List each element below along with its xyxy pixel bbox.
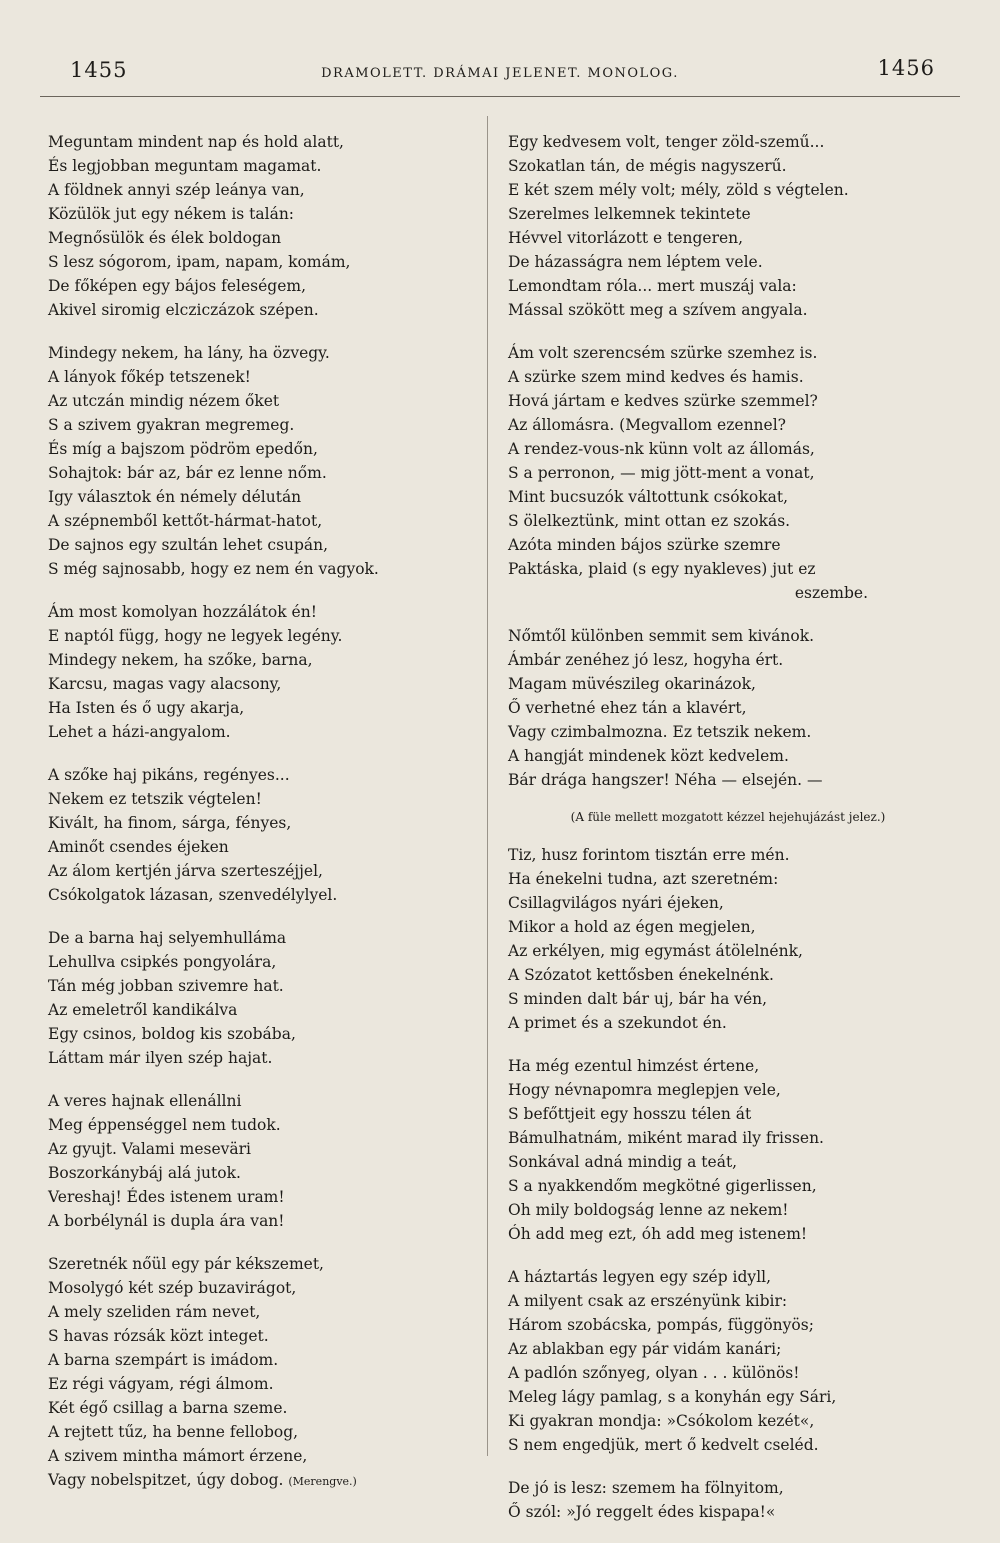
verse-line: S befőttjeit egy hosszu télen át [508,1105,752,1123]
verse-line: Hévvel vitorlázott e tengeren, [508,229,744,247]
verse-line: A hangját mindenek közt kedvelem. [508,747,789,765]
verse-line: Ha még ezentul himzést értene, [508,1057,760,1075]
verse-line: De a barna haj selyemhullámа [48,929,287,947]
stanza [508,1265,938,1457]
verse-line: Ám volt szerencsém szürke szemhez is. [508,344,818,362]
verse-line: E két szem mély volt; mély, zöld s végtelen. [508,181,849,199]
verse-line: S lesz sógorom, ipam, napam, komám, [48,253,351,271]
verse-line: S a perronon, — mig jött-ment a vonat, [508,464,815,482]
stanza [48,926,468,1070]
verse-line: Az utczán mindig nézem őket [48,392,280,410]
verse-line: Aminőt csendes éjeken [48,838,229,856]
column-divider [487,116,488,1456]
verse-line: De sajnos egy szultán lehet csupán, [48,536,329,554]
verse-line: Az emeletről kandikálva [48,1001,238,1019]
stanza [508,624,938,792]
verse-line: Egy csinos, boldog kis szobába, [48,1025,296,1043]
stanza [508,843,938,1035]
verse-line: A lányok főkép tetszenek! [48,368,251,386]
verse-line: Mással szökött meg a szívem angyala. [508,301,808,319]
verse-line: Ez régi vágyam, régi álmom. [48,1375,274,1393]
verse-line: Láttam már ilyen szép hajat. [48,1049,273,1067]
stanza [48,341,468,581]
verse-text: Vagy nobelspitzet, úgy dobog. [48,1471,284,1489]
verse-line: S a szivem gyakran megremeg. [48,416,295,434]
verse-line: De házasságra nem léptem vele. [508,253,763,271]
verse-line: Három szobácska, pompás, függönyös; [508,1316,814,1334]
verse-line: Ám most komolyan hozzálátok én! [48,603,317,621]
verse-line: Meg éppenséggel nem tudok. [48,1116,281,1134]
verse-line: Szerelmes lelkemnek tekintete [508,205,751,223]
verse-line: Mosolygó két szép buzavirágot, [48,1279,297,1297]
verse-line: Tán még jobban szivemre hat. [48,977,284,995]
verse-line: A padlón szőnyeg, olyan . . . különös! [508,1364,800,1382]
verse-line: Megnősülök és élek boldogan [48,229,282,247]
page-number-left: 1455 [70,58,128,82]
verse-line: Ha énekelni tudna, azt szeretném: [508,870,779,888]
verse-line: Ki gyakran mondja: »Csókolom kezét«, [508,1412,815,1430]
verse-line: Ő szól: »Jó reggelt édes kispapa!« [508,1503,776,1521]
verse-line-continuation: eszembe. [794,584,868,602]
verse-line: A szépnemből kettőt-hármat-hatot, [48,512,323,530]
verse-line: Bámulhatnám, miként marad ily frissen. [508,1129,824,1147]
verse-line: Mikor a hold az égen megjelen, [508,918,756,936]
stanza [48,1252,468,1494]
verse-line: A primet és a szekundot én. [508,1014,727,1032]
page-number-right: 1456 [877,56,935,80]
stanza [508,1054,938,1246]
verse-line: Lemondtam róla... mert muszáj vala: [508,277,797,295]
verse-line: Tiz, husz forintom tisztán erre mén. [508,846,790,864]
verse-line: Ámbár zenéhez jó lesz, hogyha ért. [508,651,784,669]
verse-line: Nekem ez tetszik végtelen! [48,790,262,808]
verse-line: A szürke szem mind kedves és hamis. [508,368,804,386]
verse-line: Karcsu, magas vagy alacsony, [48,675,282,693]
verse-line: Nőmtől különben semmit sem kivánok. [508,627,815,645]
verse-line: A borbélynál is dupla ára van! [48,1212,285,1230]
verse-line: A szőke haj pikáns, regényes... [48,766,290,784]
verse-line: Szeretnék nőül egy pár kékszemet, [48,1255,324,1273]
verse-line: A barna szempárt is imádom. [48,1351,279,1369]
verse-line: S nem engedjük, mert ő kedvelt cseléd. [508,1436,819,1454]
verse-line: De jó is lesz: szemem ha fölnyitom, [508,1479,784,1497]
stanza [48,130,468,322]
verse-line: A Szózatot kettősben énekelnénk. [508,966,774,984]
stanza [508,341,938,605]
right-column [508,130,938,1543]
verse-line: Az álom kertjén járva szerteszéjjel, [48,862,323,880]
stanza [48,600,468,744]
verse-line: S havas rózsák közt integet. [48,1327,269,1345]
verse-line: Ő verhetné ehez tán a klavért, [508,699,747,717]
verse-line: S ölelkeztünk, mint ottan ez szokás. [508,512,791,530]
verse-line: Az állomásra. (Megvallom ezennel? [508,416,786,434]
verse-line: Lehullva csipkés pongyolára, [48,953,277,971]
verse-line: Kivált, ha finom, sárga, fényes, [48,814,292,832]
verse-line: A milyent csak az erszényünk kibir: [508,1292,788,1310]
stanza [508,1476,938,1524]
verse-line: Egy kedvesem volt, tenger zöld-szemű... [508,133,825,151]
verse-line: Boszorkánybáj alá jutok. [48,1164,241,1182]
verse-line: Közülök jut egy nékem is talán: [48,205,295,223]
verse-line: Csókolgatok lázasan, szenvedélylyel. [48,886,338,904]
stage-note: (Merengve.) [288,1475,357,1488]
verse-line: Bár drága hangszer! Néha — elsején. — [508,771,823,789]
verse-line: Meguntam mindent nap és hold alatt, [48,133,344,151]
stanza [508,130,938,322]
verse-line: És legjobban meguntam magamat. [48,157,322,175]
verse-line: Csillagvilágos nyári éjeken, [508,894,724,912]
stanza [48,763,468,907]
verse-line: S a nyakkendőm megkötné gigerlissen, [508,1177,817,1195]
verse-line: A szivem mintha mámort érzene, [48,1447,308,1465]
stage-direction: (A füle mellett mozgatott kézzel hejehujázást jelez.) [570,810,886,824]
verse-line: Vereshaj! Édes istenem uram! [48,1188,285,1206]
verse-line [48,1468,468,1494]
verse-line: Lehet a házi-angyalom. [48,723,231,741]
verse-line: Hová jártam e kedves szürke szemmel? [508,392,818,410]
verse-line: Az erkélyen, mig egymást átölelnénk, [508,942,803,960]
verse-line: De főképen egy bájos feleségem, [48,277,307,295]
verse-line: És míg a bajszom pödröm epedőn, [48,440,318,458]
verse-line: S még sajnosabb, hogy ez nem én vagyok. [48,560,379,578]
verse-line: Szokatlan tán, de mégis nagyszerű. [508,157,787,175]
verse-line: Két égő csillag a barna szeme. [48,1399,288,1417]
verse-line: A veres hajnak ellenállni [48,1092,242,1110]
verse-line: Mindegy nekem, ha lány, ha özvegy. [48,344,330,362]
verse-line: A háztartás legyen egy szép idyll, [508,1268,772,1286]
verse-line: A rejtett tűz, ha benne fellobog, [48,1423,299,1441]
verse-line: Mint bucsuzók váltottunk csókokat, [508,488,789,506]
verse-line: Mindegy nekem, ha szőke, barna, [48,651,313,669]
stanza [48,1089,468,1233]
verse-line: A rendez-vous-nk künn volt az állomás, [508,440,815,458]
verse-line: Akivel siromig elcziczázok szépen. [48,301,319,319]
verse-line: Óh add meg ezt, óh add meg istenem! [508,1225,808,1243]
verse-line: Paktáska, plaid (s egy nyakleves) jut ez [508,560,816,578]
verse-line: A mely szeliden rám nevet, [48,1303,261,1321]
verse-line: Magam müvészileg okarinázok, [508,675,756,693]
verse-line: Az ablakban egy pár vidám kanári; [508,1340,782,1358]
verse-line: S minden dalt bár uj, bár ha vén, [508,990,768,1008]
verse-line: Sonkával adná mindig a teát, [508,1153,738,1171]
verse-line: Ha Isten és ő ugy akarja, [48,699,245,717]
verse-line: E naptól függ, hogy ne legyek legény. [48,627,343,645]
verse-line: Meleg lágy pamlag, s a konyhán egy Sári, [508,1388,837,1406]
page-header [40,56,960,97]
verse-line: Azóta minden bájos szürke szemre [508,536,781,554]
verse-line: A földnek annyi szép leánya van, [48,181,305,199]
verse-line: Az gyujt. Valami meseväri [48,1140,251,1158]
verse-line: Oh mily boldogság lenne az nekem! [508,1201,789,1219]
left-column [48,130,468,1513]
verse-line: Hogy névnapomra meglepjen vele, [508,1081,781,1099]
verse-line: Sohajtok: bár az, bár ez lenne nőm. [48,464,327,482]
running-title: DRAMOLETT. DRÁMAI JELENET. MONOLOG. [321,66,679,81]
verse-line: Vagy czimbalmozna. Ez tetszik nekem. [508,723,812,741]
verse-line: Igy választok én némely délután [48,488,302,506]
